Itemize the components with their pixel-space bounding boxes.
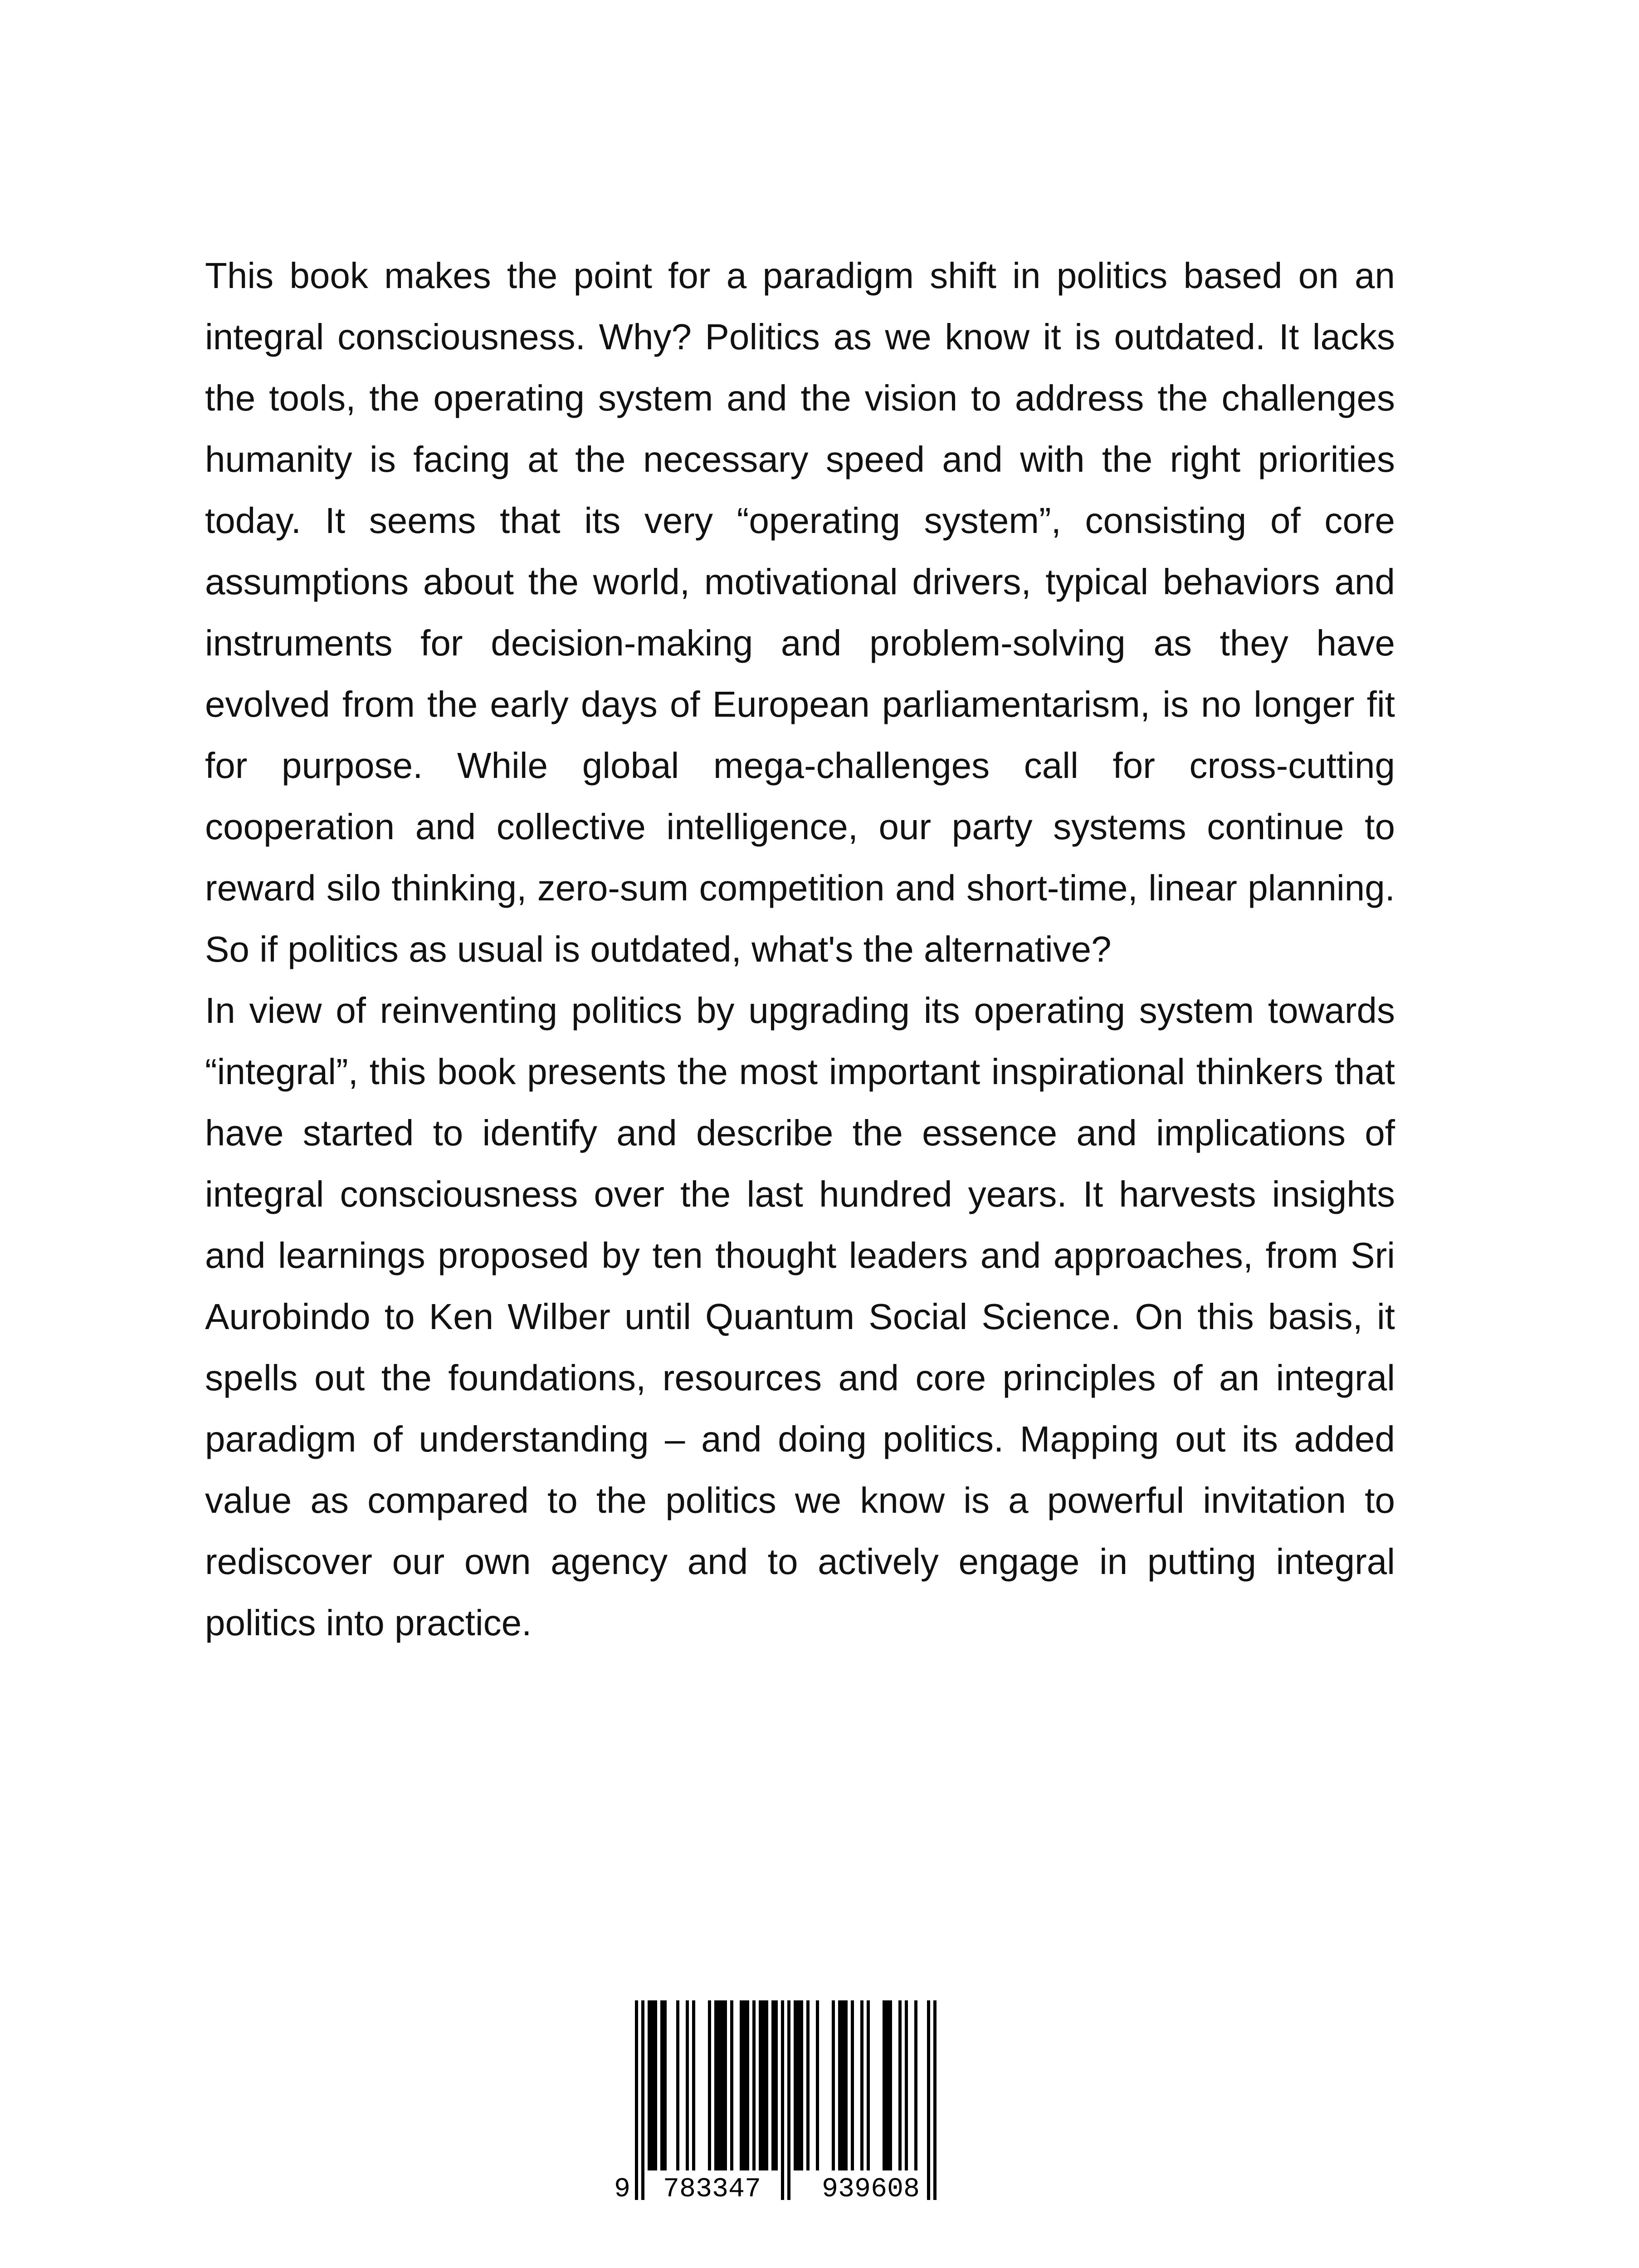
- barcode-bar-32: [832, 2000, 835, 2170]
- barcode-bar-6: [663, 2000, 667, 2170]
- barcode-bar-19: [752, 2000, 756, 2170]
- barcode-bar-29: [800, 2000, 803, 2170]
- barcode-bar-22: [765, 2000, 768, 2170]
- barcode-right-digits: 939608: [821, 2174, 920, 2204]
- barcode-bar-26: [787, 2000, 790, 2200]
- barcode-bar-11: [714, 2000, 717, 2170]
- barcode-bar-28: [797, 2000, 800, 2170]
- barcode-bar-44: [914, 2000, 917, 2170]
- barcode-bar-27: [794, 2000, 797, 2170]
- barcode-bar-43: [905, 2000, 908, 2170]
- barcode-bar-15: [730, 2000, 733, 2170]
- barcode-first-digit: 9: [614, 2174, 631, 2204]
- barcode-bar-41: [889, 2000, 892, 2170]
- book-description: [205, 245, 1395, 1653]
- barcode-bar-36: [851, 2000, 854, 2170]
- barcode-bar-4: [654, 2000, 657, 2170]
- barcode-bar-17: [743, 2000, 746, 2170]
- barcode-bar-31: [816, 2000, 819, 2170]
- barcode-bar-8: [686, 2000, 689, 2170]
- barcode-bar-0: [635, 2000, 638, 2200]
- barcode-bar-20: [759, 2000, 762, 2170]
- barcode-left-digits: 783347: [663, 2174, 761, 2204]
- barcode-bar-24: [775, 2000, 778, 2170]
- barcode-bar-10: [708, 2000, 711, 2170]
- barcode-bar-13: [721, 2000, 724, 2170]
- barcode-bar-46: [933, 2000, 937, 2200]
- barcode-bar-2: [648, 2000, 651, 2170]
- barcode-bar-23: [771, 2000, 775, 2170]
- barcode-bar-34: [841, 2000, 844, 2170]
- barcode-bar-35: [844, 2000, 848, 2170]
- barcode-bar-16: [740, 2000, 743, 2170]
- barcode-bar-3: [651, 2000, 654, 2170]
- barcode-bar-5: [660, 2000, 663, 2170]
- barcode-bar-7: [676, 2000, 679, 2170]
- barcode-bar-40: [886, 2000, 889, 2170]
- barcode-bar-38: [867, 2000, 870, 2170]
- barcode-bar-30: [806, 2000, 810, 2170]
- description-paragraph-2: In view of reinventing politics by upgrading its operating system towards “integral”, this book presents the most important inspirational thinkers that have started to identify and describe the essence and implications of integral consciousness over the last hundred years. It harvests insights and learnings proposed by ten thought leaders and approaches, from Sri Aurobindo to Ken Wilber until Quantum Social Science. On this basis, it spells out the foundations, resources and core principles of an integral paradigm of understanding – and doing politics. Mapping out its added value as compared to the politics we know is a powerful invitation to rediscover our own agency and to actively engage in putting integral politics into practice.: [205, 990, 1395, 1643]
- barcode-bar-45: [927, 2000, 930, 2200]
- barcode-bar-18: [746, 2000, 749, 2170]
- barcode-bar-21: [762, 2000, 765, 2170]
- isbn-barcode: [608, 2000, 980, 2204]
- description-paragraph-1: This book makes the point for a paradigm shift in politics based on an integral consciousness. Why? Politics as we know it is outdated. It lacks the tools, the operating system and the vision to address the challenges humanity is facing at the necessary speed and with the right priorities today. It seems that its very “operating system”, consisting of core assumptions about the world, motivational drivers, typical behaviors and instruments for decision-making and problem-solving as they have evolved from the early days of European parliamentarism, is no longer fit for purpose. While global mega-challenges call for cross-cutting cooperation and collective intelligence, our party systems continue to reward silo thinking, zero-sum competition and short-time, linear planning. So if politics as usual is outdated, what's the alternative?: [205, 255, 1395, 969]
- barcode-bar-33: [838, 2000, 841, 2170]
- barcode-bar-25: [781, 2000, 784, 2200]
- barcode-bar-14: [724, 2000, 727, 2170]
- barcode-bar-1: [641, 2000, 644, 2200]
- barcode-bar-9: [692, 2000, 695, 2170]
- barcode-bar-37: [860, 2000, 863, 2170]
- barcode-bar-42: [898, 2000, 902, 2170]
- barcode-bar-39: [883, 2000, 886, 2170]
- barcode-bars: [635, 2000, 937, 2200]
- barcode-bar-12: [717, 2000, 721, 2170]
